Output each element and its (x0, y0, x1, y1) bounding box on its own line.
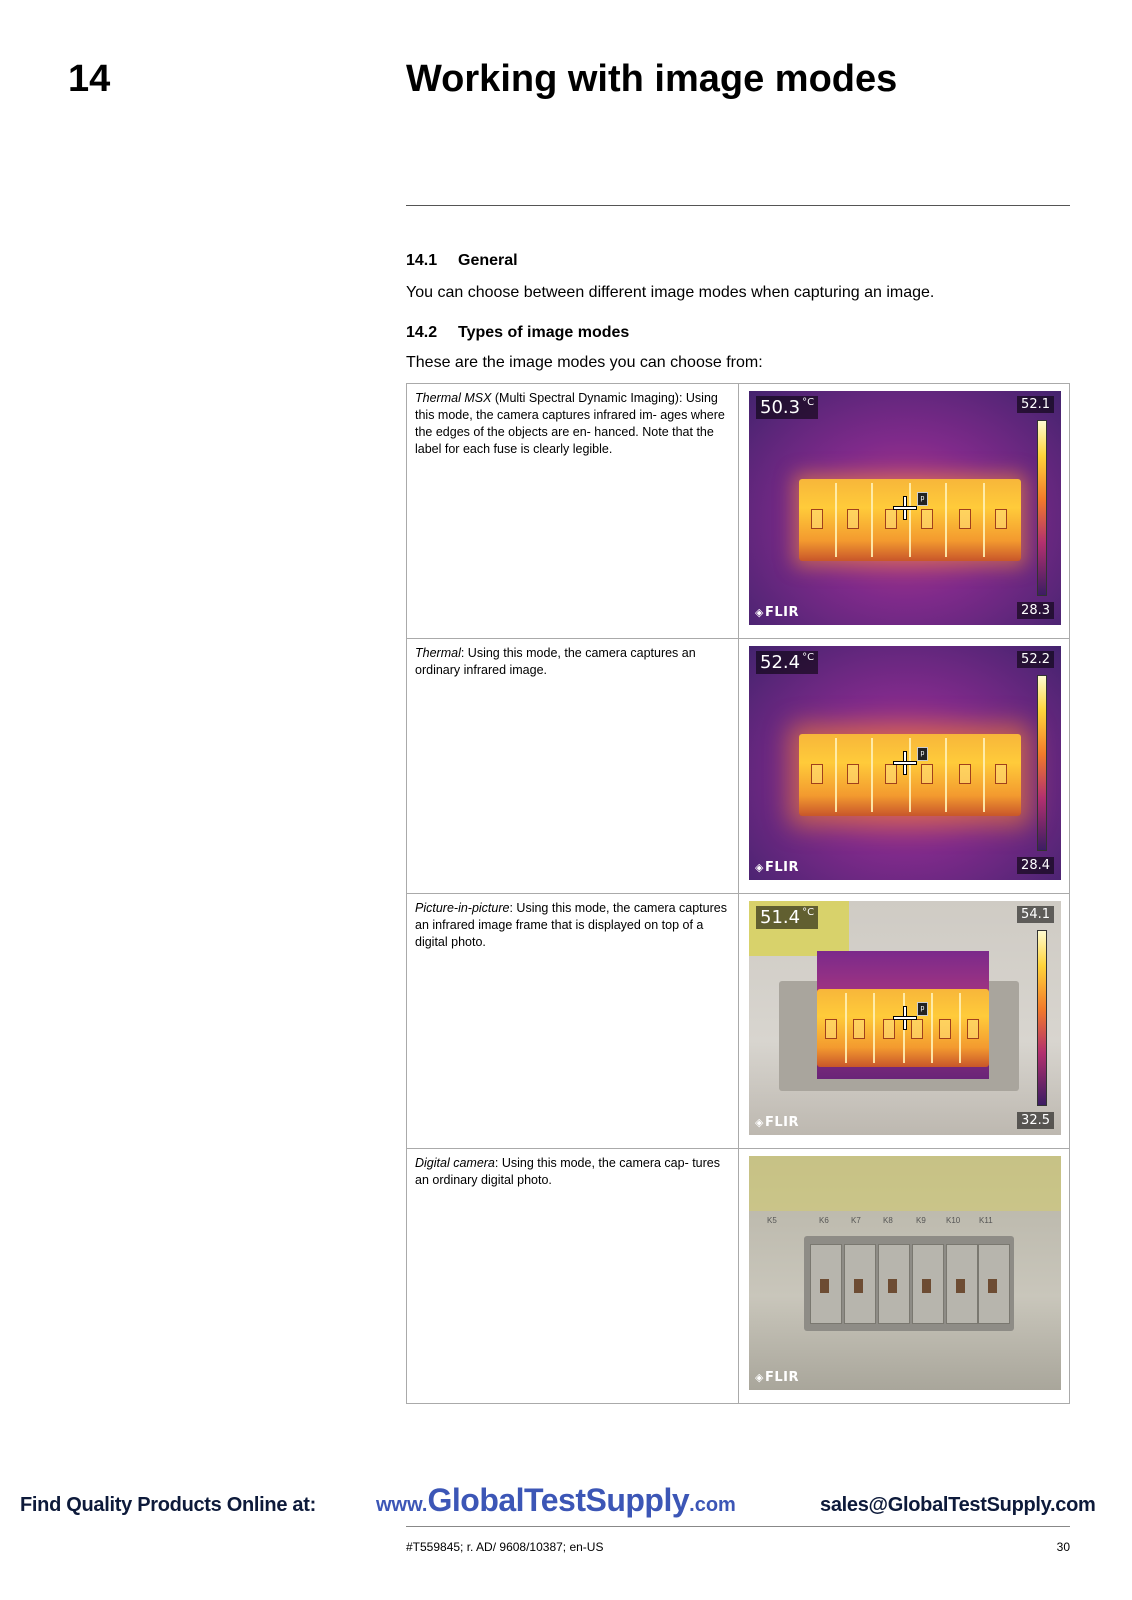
flir-mark-icon: ◈ (755, 606, 764, 619)
url-main: GlobalTestSupply (427, 1482, 690, 1518)
footer-find-text: Find Quality Products Online at: (20, 1494, 316, 1516)
picture-in-picture-image (749, 901, 1061, 1135)
mode-image-cell (739, 384, 1070, 639)
top-rule (406, 205, 1070, 206)
fuse-label: K10 (946, 1216, 961, 1225)
footer-website-link[interactable] (376, 1482, 736, 1519)
fuse-label: K8 (883, 1216, 893, 1225)
footer-email-link[interactable]: sales@GlobalTestSupply.com (820, 1494, 1096, 1516)
table-row (407, 1149, 1070, 1404)
mode-text: (Multi Spectral Dynamic Imaging): Using this mode, the camera captures infrared im- ages where the edges of the objects are en- hanced. Note that the label for each fuse is clearly legible. (415, 391, 725, 456)
temperature-scale-bar (1037, 930, 1047, 1106)
scale-max-value: 52.1 (1017, 396, 1054, 413)
temperature-scale-bar (1037, 420, 1047, 596)
mode-name: Digital camera (415, 1156, 495, 1170)
flir-logo: ◈FLIR (755, 1370, 799, 1385)
url-suffix: .com (689, 1494, 736, 1516)
scale-min-value: 32.5 (1017, 1112, 1054, 1129)
section-number: 14.2 (406, 324, 438, 341)
section-title: General (458, 252, 518, 269)
mode-name: Thermal (415, 646, 461, 660)
flir-logo: ◈FLIR (755, 1115, 799, 1130)
photo-yellow-patch (749, 1156, 1061, 1211)
scale-max-value: 54.1 (1017, 906, 1054, 923)
section-number: 14.1 (406, 252, 438, 269)
thermal-image (749, 646, 1061, 880)
scale-max-value: 52.2 (1017, 651, 1054, 668)
digital-camera-image (749, 1156, 1061, 1390)
section-text-types: These are the image modes you can choose from: (406, 354, 763, 371)
fuse-label: K9 (916, 1216, 926, 1225)
chapter-title: Working with image modes (406, 58, 898, 100)
fuse-label: K11 (979, 1216, 993, 1225)
image-modes-table (406, 383, 1070, 1404)
mode-text: : Using this mode, the camera cap- tures an ordinary digital photo. (415, 1156, 720, 1187)
mode-name: Thermal MSX (415, 391, 492, 405)
section-title: Types of image modes (458, 324, 630, 341)
spot-marker-icon: p (917, 747, 928, 761)
fuse-label: K6 (819, 1216, 829, 1225)
spot-crosshair-icon (894, 497, 916, 519)
fuse-label: K5 (767, 1216, 777, 1225)
spot-temperature: 50.3 $^{^\circ C}$ (756, 396, 818, 419)
mode-description (407, 639, 739, 894)
page-number: 30 (1056, 1540, 1070, 1554)
mode-name: Picture-in-picture (415, 901, 510, 915)
bottom-rule (406, 1526, 1070, 1527)
fuse-block (799, 479, 1021, 561)
flir-logo: ◈FLIR (755, 860, 799, 875)
flir-mark-icon: ◈ (755, 1371, 764, 1384)
mode-image-cell (739, 639, 1070, 894)
spot-temperature: 52.4 $^{^\circ C}$ (756, 651, 818, 674)
flir-logo: ◈FLIR (755, 605, 799, 620)
table-row (407, 894, 1070, 1149)
mode-image-cell (739, 1149, 1070, 1404)
mode-description (407, 1149, 739, 1404)
spot-crosshair-icon (894, 752, 916, 774)
section-heading-types (406, 324, 629, 342)
table-row (407, 639, 1070, 894)
table-row (407, 384, 1070, 639)
flir-mark-icon: ◈ (755, 861, 764, 874)
document-reference: #T559845; r. AD/ 9608/10387; en-US (406, 1540, 604, 1554)
section-heading-general (406, 252, 518, 270)
mode-text: : Using this mode, the camera captures an infrared image frame that is displayed on top of a digital photo. (415, 901, 727, 949)
url-prefix: www. (376, 1494, 428, 1516)
temperature-scale-bar (1037, 675, 1047, 851)
spot-temperature: 51.4 $^{^\circ C}$ (756, 906, 818, 929)
mode-text: : Using this mode, the camera captures an ordinary infrared image. (415, 646, 696, 677)
fuse-block (799, 734, 1021, 816)
spot-marker-icon: p (917, 492, 928, 506)
fuse-label: K7 (851, 1216, 861, 1225)
mode-description (407, 894, 739, 1149)
chapter-number: 14 (68, 58, 111, 100)
scale-min-value: 28.4 (1017, 857, 1054, 874)
photo-fuse-block (804, 1236, 1014, 1331)
thermal-msx-image (749, 391, 1061, 625)
section-text-general: You can choose between different image modes when capturing an image. (406, 284, 935, 301)
flir-mark-icon: ◈ (755, 1116, 764, 1129)
spot-marker-icon: p (917, 1002, 928, 1016)
spot-crosshair-icon (894, 1007, 916, 1029)
mode-description (407, 384, 739, 639)
mode-image-cell (739, 894, 1070, 1149)
scale-min-value: 28.3 (1017, 602, 1054, 619)
